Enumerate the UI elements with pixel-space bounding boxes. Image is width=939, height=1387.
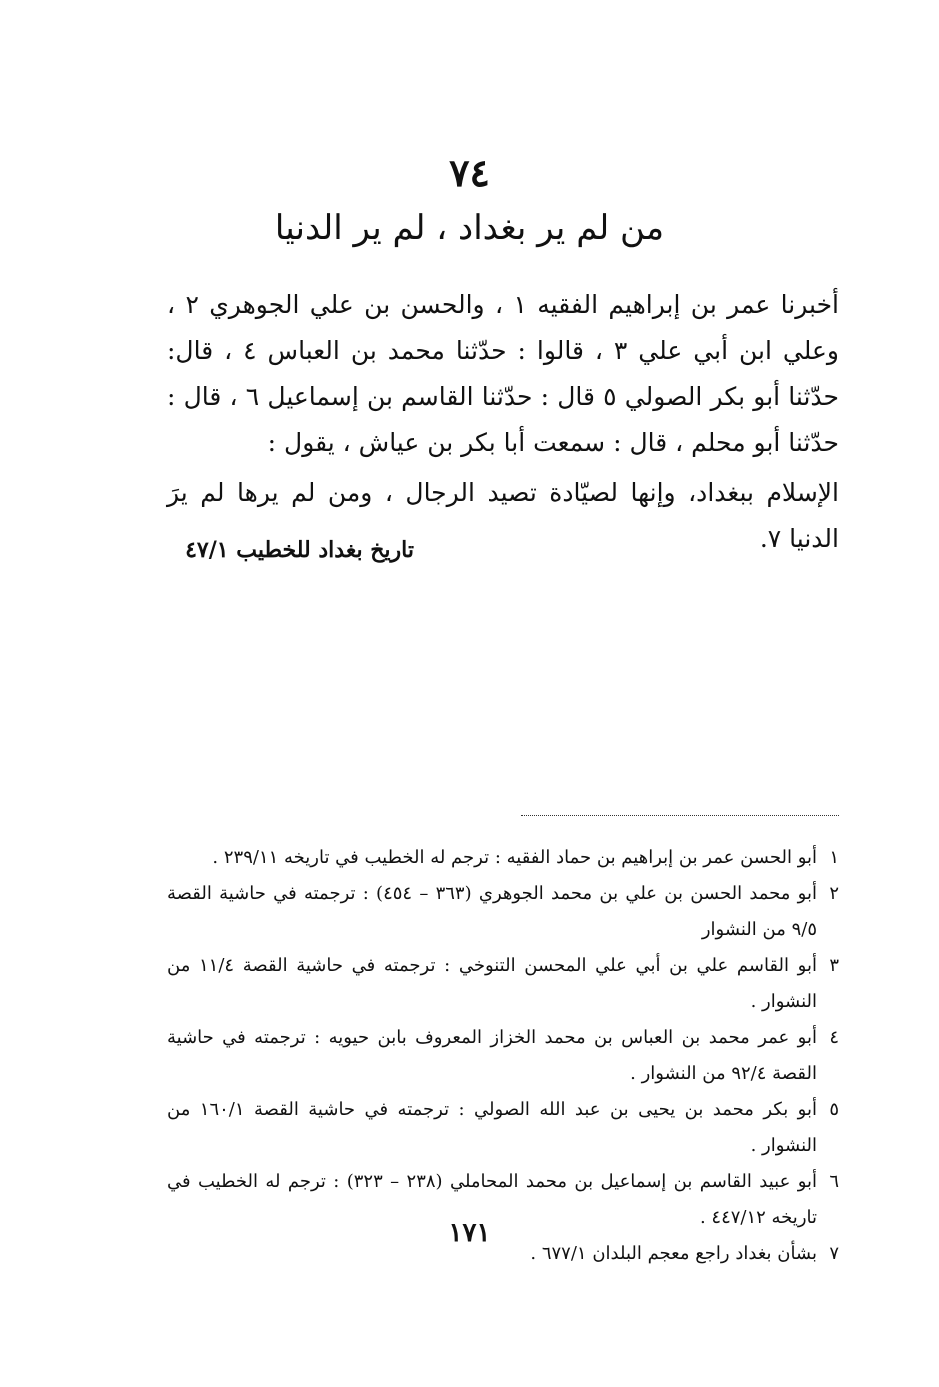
quote-paragraph: الإسلام ببغداد، وإنها لصيّادة تصيد الرجال ، ومن لم يرها لم يرَ الدنيا ٧. (167, 478, 839, 553)
story-title: من لم ير بغداد ، لم ير الدنيا (274, 208, 665, 248)
isnad-paragraph: أخبرنا عمر بن إبراهيم الفقيه ١ ، والحسن بن علي الجوهري ٢ ، وعلي ابن أبي علي ٣ ، قالوا : حدّثنا محمد بن العباس ٤ ، قال: حدّثنا أبو بكر الصولي ٥ قال : حدّثنا القاسم بن إسماعيل ٦ ، قال : حدّثنا أبو محلم ، قال : سمعت أبا بكر بن عياش ، يقول : (167, 290, 839, 457)
footnote-number: ٤ (829, 1027, 839, 1048)
footnote-number: ١ (829, 847, 839, 868)
footnote-number: ٧ (829, 1243, 839, 1264)
footnote-text: أبو عبيد القاسم بن إسماعيل بن محمد المحاملي (٢٣٨ – ٣٢٣) : ترجم له الخطيب في تاريخه ٤٤٧/١٢ . (167, 1171, 817, 1228)
footnotes-list (167, 840, 839, 1272)
footnote-text: أبو عمر محمد بن العباس بن محمد الخزاز المعروف بابن حيويه : ترجمته في حاشية القصة ٩٢/٤ من النشوار . (167, 1027, 817, 1084)
footnote-text: أبو محمد الحسن بن علي بن محمد الجوهري (٣٦٣ – ٤٥٤) : ترجمته في حاشية القصة ٩/٥ من النشوار (167, 883, 817, 940)
footnote-item (167, 840, 839, 876)
footnote-item (167, 1092, 839, 1164)
footnote-number: ٢ (829, 883, 839, 904)
footnote-number: ٥ (829, 1099, 839, 1120)
story-body (167, 282, 839, 562)
footnote-divider (521, 815, 839, 816)
footnote-text: أبو القاسم علي بن أبي علي المحسن التنوخي : ترجمته في حاشية القصة ١١/٤ من النشوار . (167, 955, 817, 1012)
footnote-item (167, 1020, 839, 1092)
footnote-text: بشأن بغداد راجع معجم البلدان ٦٧٧/١ . (530, 1243, 817, 1264)
page-number: ١٧١ (448, 1218, 491, 1248)
footnote-item (167, 948, 839, 1020)
footnote-text: أبو الحسن عمر بن إبراهيم بن حماد الفقيه : ترجم له الخطيب في تاريخه ٢٣٩/١١ . (212, 847, 817, 868)
footnote-text: أبو بكر محمد بن يحيى بن عبد الله الصولي : ترجمته في حاشية القصة ١٦٠/١ من النشوار . (167, 1099, 817, 1156)
footnote-item (167, 876, 839, 948)
footnote-number: ٣ (829, 955, 839, 976)
story-number: ٧٤ (449, 150, 490, 195)
source-citation: تاريخ بغداد للخطيب ٤٧/١ (185, 537, 414, 563)
footnote-number: ٦ (829, 1171, 839, 1192)
